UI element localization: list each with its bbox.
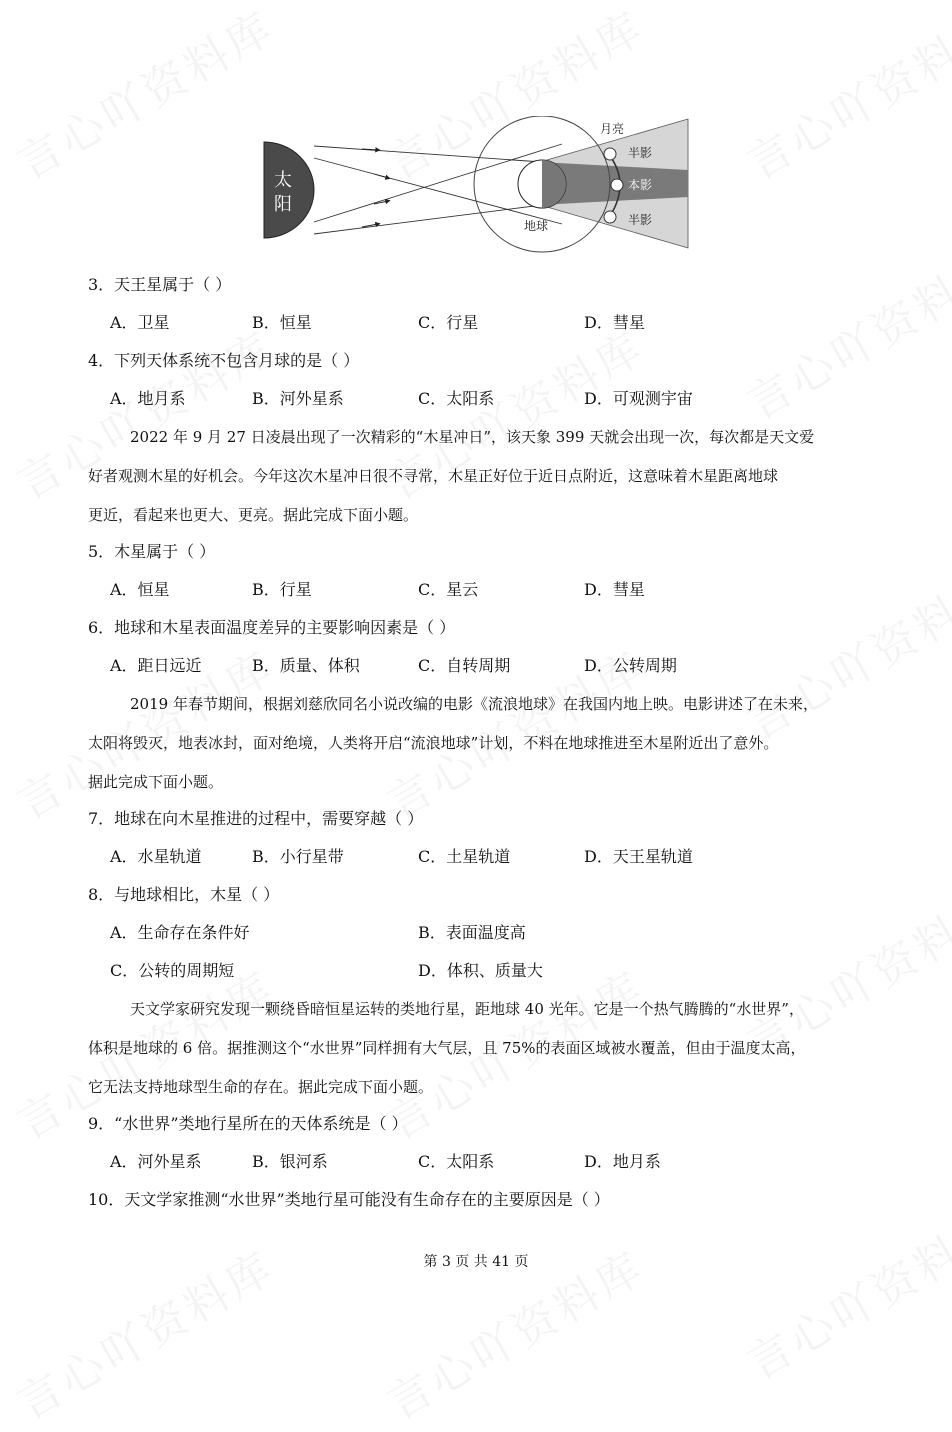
q8-option-b[interactable]: B．表面温度高	[418, 923, 526, 942]
passage-2-line-1: 2019 年春节期间，根据刘慈欣同名小说改编的电影《流浪地球》在我国内地上映。电影讲述了在未来，	[130, 695, 818, 713]
q6-option-c[interactable]: C．自转周期	[418, 656, 511, 675]
q5-option-d[interactable]: D．彗星	[584, 580, 645, 599]
q4-option-d[interactable]: D．可观测宇宙	[584, 389, 693, 408]
umbra-label: 本影	[628, 178, 653, 192]
question-3: 3．天王星属于（ ）	[88, 275, 232, 294]
q4-option-b[interactable]: B．河外星系	[252, 389, 344, 408]
q9-option-d[interactable]: D．地月系	[584, 1152, 661, 1171]
moon-shape	[611, 179, 623, 191]
passage-2-line-2: 太阳将毁灭，地表冰封，面对绝境，人类将开启“流浪地球”计划，不料在地球推进至木星附近出了意外。	[88, 734, 779, 752]
lunar-eclipse-diagram	[262, 116, 690, 260]
q5-option-c[interactable]: C．星云	[418, 580, 479, 599]
watermark	[3, 0, 284, 192]
passage-2-line-3: 据此完成下面小题。	[88, 773, 224, 791]
q8-option-a[interactable]: A．生命存在条件好	[110, 923, 250, 942]
q7-option-a[interactable]: A．水星轨道	[110, 847, 202, 866]
question-4: 4．下列天体系统不包含月球的是（ ）	[88, 351, 360, 370]
q7-option-c[interactable]: C．土星轨道	[418, 847, 511, 866]
passage-3-line-1: 天文学家研究发现一颗绕昏暗恒星运转的类地行星，距地球 40 光年。它是一个热气腾腾的“水世界”，	[130, 1000, 804, 1018]
moon-shape	[604, 148, 616, 160]
watermark	[733, 552, 952, 751]
q3-option-c[interactable]: C．行星	[418, 313, 479, 332]
q3-option-d[interactable]: D．彗星	[584, 313, 645, 332]
q9-option-b[interactable]: B．银河系	[252, 1152, 328, 1171]
watermark	[733, 232, 952, 431]
q9-option-c[interactable]: C．太阳系	[418, 1152, 495, 1171]
penumbra-label-bottom: 半影	[628, 213, 653, 227]
question-7: 7．地球在向木星推进的过程中，需要穿越（ ）	[88, 809, 424, 828]
q3-option-a[interactable]: A．卫星	[110, 313, 170, 332]
sun-label-2: 阳	[274, 194, 292, 215]
question-5: 5．木星属于（ ）	[88, 542, 216, 561]
page-footer: 第 3 页 共 41 页	[423, 1254, 529, 1270]
passage-1-line-1: 2022 年 9 月 27 日凌晨出现了一次精彩的“木星冲日”，该天象 399 天就会出现一次，每次都是天文爱	[130, 428, 815, 446]
moon-label: 月亮	[600, 122, 625, 136]
watermark	[733, 1192, 952, 1391]
sun-label-1: 太	[274, 170, 292, 191]
q8-option-c[interactable]: C．公转的周期短	[110, 961, 235, 980]
q3-option-b[interactable]: B．恒星	[252, 313, 312, 332]
light-ray	[314, 146, 542, 162]
passage-3-line-3: 它无法支持地球型生命的存在。据此完成下面小题。	[88, 1078, 434, 1096]
passage-1-line-2: 好者观测木星的好机会。今年这次木星冲日很不寻常，木星正好位于近日点附近，这意味着木星距离地球	[88, 467, 779, 485]
q7-option-d[interactable]: D．天王星轨道	[584, 847, 693, 866]
q5-option-a[interactable]: A．恒星	[110, 580, 170, 599]
q9-option-a[interactable]: A．河外星系	[110, 1152, 202, 1171]
q6-option-d[interactable]: D．公转周期	[584, 656, 677, 675]
passage-1-line-3: 更近，看起来也更大、更亮。据此完成下面小题。	[88, 506, 419, 524]
moon-shape	[604, 211, 616, 223]
penumbra-label-top: 半影	[628, 146, 653, 160]
question-8: 8．与地球相比，木星（ ）	[88, 885, 280, 904]
question-6: 6．地球和木星表面温度差异的主要影响因素是（ ）	[88, 618, 456, 637]
q7-option-b[interactable]: B．小行星带	[252, 847, 344, 866]
q5-option-b[interactable]: B．行星	[252, 580, 312, 599]
passage-3-line-2: 体积是地球的 6 倍。据推测这个“水世界”同样拥有大气层，且 75%的表面区域被水覆盖，但由于温度太高，	[88, 1039, 806, 1057]
q4-option-c[interactable]: C．太阳系	[418, 389, 495, 408]
watermark	[733, 0, 952, 192]
question-10: 10．天文学家推测“水世界”类地行星可能没有生命存在的主要原因是（ ）	[88, 1190, 610, 1209]
earth-label: 地球	[524, 219, 549, 233]
ray-arrow	[374, 174, 388, 178]
question-9: 9．“水世界”类地行星所在的天体系统是（ ）	[88, 1114, 408, 1133]
q6-option-b[interactable]: B．质量、体积	[252, 656, 360, 675]
q6-option-a[interactable]: A．距日远近	[110, 656, 202, 675]
q4-option-a[interactable]: A．地月系	[110, 389, 186, 408]
q8-option-d[interactable]: D．体积、质量大	[418, 961, 543, 980]
